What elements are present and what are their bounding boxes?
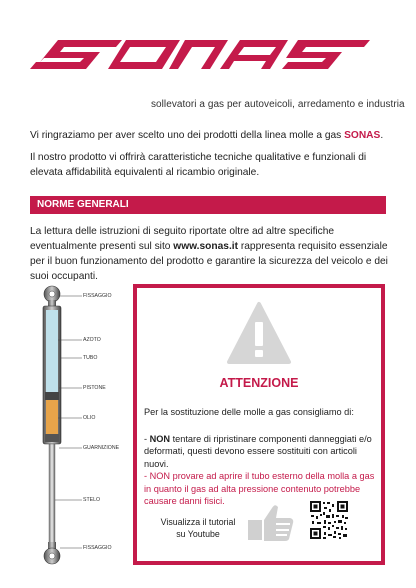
warning-list: [144, 433, 380, 507]
warning-item-2: - NON provare ad aprire il tubo esterno della molla a gas in quanto il gas ad alta pressione contenuto potrebbe causare danni fisici.: [144, 471, 375, 507]
warning-item-1-bold: NON: [149, 434, 171, 444]
label-fissaggio-top: FISSAGGIO: [83, 293, 112, 299]
intro-paragraph-2: Il nostro prodotto vi offrirà caratteristiche tecniche qualitative e funzionali di elevata affidabilità equivalenti al ricambio originale.: [30, 152, 367, 178]
gas-spring-icon: [30, 282, 130, 572]
warning-triangle-icon: [225, 300, 293, 368]
general-rules-text: [30, 224, 390, 284]
warning-title: ATTENZIONE: [219, 376, 299, 390]
label-stelo: STELO: [83, 497, 101, 503]
gas-spring-diagram: [30, 282, 130, 572]
tutorial-line-2: su Youtube: [176, 529, 220, 539]
label-olio: OLIO: [83, 415, 96, 421]
brand-logo: [30, 32, 405, 110]
label-pistone: PISTONE: [83, 385, 106, 391]
general-text-end: rappresenta requisito essenziale per il buon funzionamento del prodotto e garantire la sicurezza del veicolo e dei suoi occupanti.: [30, 241, 388, 282]
warning-intro: Per la sostituzione delle molle a gas consigliamo di:: [144, 407, 354, 417]
intro-paragraph-1: [30, 128, 388, 143]
intro-text: [30, 128, 388, 187]
warning-box: [133, 284, 385, 565]
section-title-bar: NORME GENERALI: [30, 196, 386, 214]
tutorial-line-1: Visualizza il tutorial: [160, 517, 236, 527]
general-text-start: La lettura delle istruzioni di seguito riportate oltre ad altre specifiche eventualmente presenti sul sito: [30, 226, 335, 252]
intro-p1-text: Vi ringraziamo per aver scelto uno dei prodotti della linea molle a gas: [30, 130, 345, 141]
brand-tagline: sollevatori a gas per autoveicoli, arredamento e industria: [151, 99, 405, 110]
qr-code-icon[interactable]: [309, 500, 349, 540]
website-link[interactable]: www.sonas.it: [173, 241, 239, 252]
sonas-logo-icon: [30, 32, 390, 88]
warning-item-1-prefix: -: [144, 434, 150, 444]
warning-item-1: [144, 433, 380, 470]
label-fissaggio-bottom: FISSAGGIO: [83, 545, 112, 551]
warning-item-1-text: tentare di ripristinare componenti danneggiati e/o deformati, questi devono essere sostituiti con articoli nuovi.: [144, 434, 372, 469]
intro-p1-end: .: [380, 130, 384, 141]
label-tubo: TUBO: [83, 355, 98, 361]
tutorial-text: [153, 516, 243, 540]
label-azoto: AZOTO: [83, 337, 101, 343]
label-guarnizione: GUARNIZIONE: [83, 445, 120, 451]
thumb-pointer-icon: [244, 500, 296, 544]
intro-brand: SONAS: [344, 130, 381, 141]
